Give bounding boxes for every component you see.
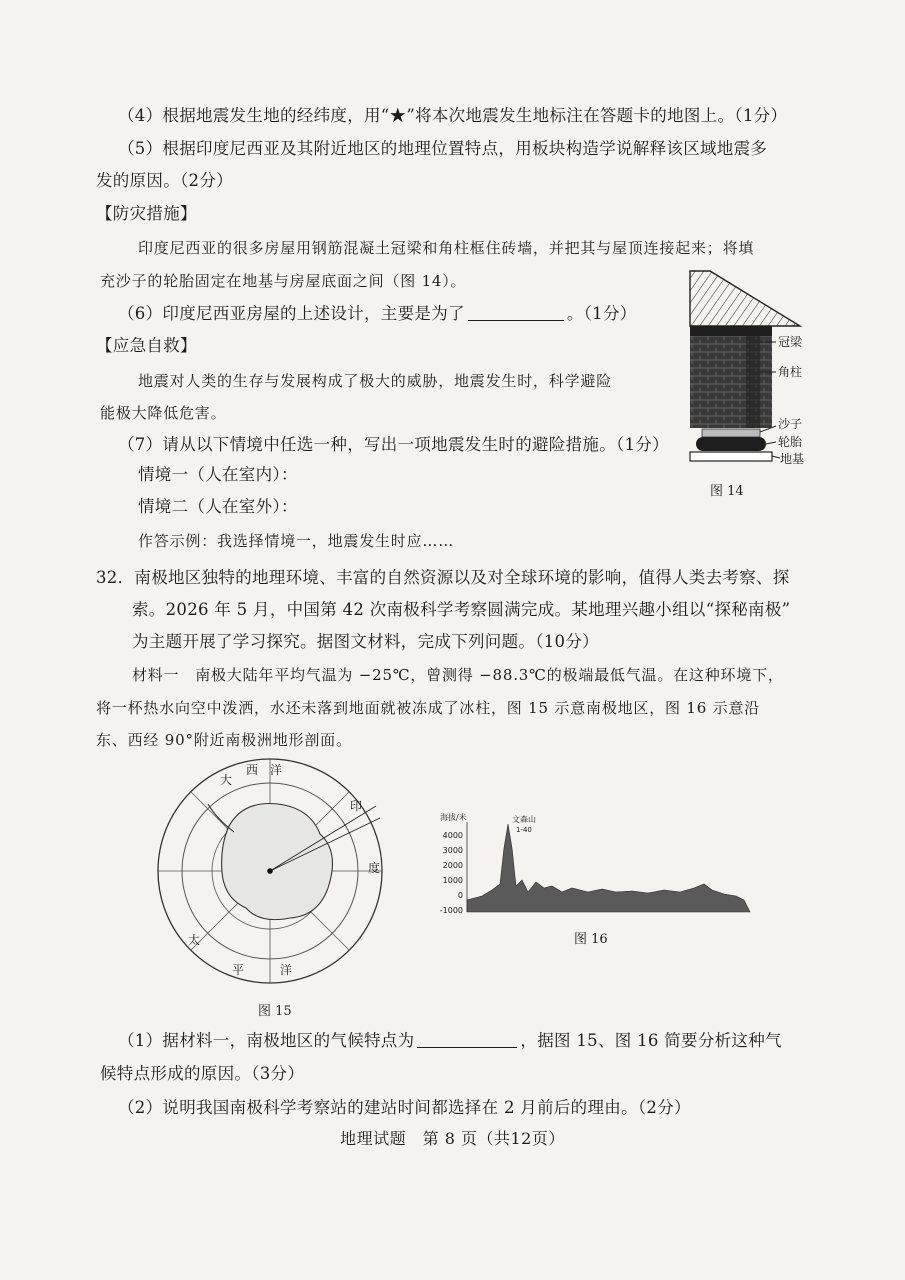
label-corner-column: 角柱 [778,365,803,379]
figure-14-house-diagram [680,268,820,478]
q31-part6-score: 。（1分） [566,304,637,323]
label-tire: 轮胎 [778,435,803,449]
tire [696,437,766,451]
material1-line3: 东、西经 90°附近南极洲地形剖面。 [96,731,352,749]
q32-stem-line3: 为主题开展了学习探究。据图文材料，完成下列问题。（10分） [132,632,599,651]
ocean-label-yin: 印 [350,799,363,813]
q31-part4: （4）根据地震发生地的经纬度，用“★”将本次地震发生地标注在答题卡的地图上。（1分） [118,106,788,125]
label-sand: 沙子 [778,417,803,431]
peak-label: 文森山 [512,815,536,824]
page-footer: 地理试题 第 8 页（共12页） [340,1129,565,1148]
crown-beam [690,326,772,336]
q32-part1-text: （1）据材料一，南极地区的气候特点为 [118,1031,415,1050]
emergency-material-line2: 能极大降低危害。 [100,404,227,422]
label-crown-beam: 冠梁 [778,335,803,349]
prevention-material-line1: 印度尼西亚的很多房屋用钢筋混凝土冠梁和角柱框住砖墙，并把其与屋顶连接起来；将填 [138,239,755,257]
foundation [690,452,772,461]
answer-example: 作答示例：我选择情境一，地震发生时应…… [138,532,455,550]
q31-part5-line1: （5）根据印度尼西亚及其附近地区的地理位置特点，用板块构造学说解释该区域地震多 [118,139,768,158]
roof [690,271,800,326]
material1-line2: 将一杯热水向空中泼洒，水还未落到地面就被冻成了冰柱，图 15 示意南极地区，图 16 示意沿 [96,699,761,717]
scenario-indoor: 情境一（人在室内）： [138,465,298,484]
ocean-label-da: 大 [220,773,233,787]
scenario-outdoor: 情境二（人在室外）： [138,497,298,516]
figure-16-terrain-profile [432,808,762,920]
heading-disaster-prevention: 【防灾措施】 [96,204,197,223]
ocean-label-yang1: 洋 [270,763,283,777]
q32-part1-line1 [118,1030,782,1052]
q32-part2: （2）说明我国南极科学考察站的建站时间都选择在 2 月前后的理由。（2分） [118,1098,691,1117]
ocean-label-du: 度 [368,861,381,875]
prevention-material-line2: 充沙子的轮胎固定在地基与房屋底面之间（图 14）。 [100,272,467,290]
q31-part7: （7）请从以下情境中任选一种，写出一项地震发生时的避险措施。（1分） [118,435,669,454]
q31-part6-text: （6）印度尼西亚房屋的上述设计，主要是为了 [118,304,465,323]
y-tick: 1000 [442,876,463,885]
ocean-label-xi: 西 [246,763,259,777]
y-tick: 3000 [442,846,463,855]
q32-stem-line2: 索。2026 年 5 月，中国第 42 次南极科学考察圆满完成。某地理兴趣小组以“探秘南极” [132,600,791,619]
answer-blank[interactable] [417,1031,517,1048]
heading-emergency: 【应急自救】 [96,336,197,355]
figure-16-caption: 图 16 [574,932,608,947]
q32-stem-line1: 32．南极地区独特的地理环境、丰富的自然资源以及对全球环境的影响，值得人类去考察、探 [96,568,790,587]
y-axis-title: 海拔/米 [440,813,467,822]
q32-part1-text-cont: ，据图 15、图 16 简要分析这种气 [520,1031,782,1050]
y-tick: 2000 [442,861,463,870]
q32-part1-line2: 候特点形成的原因。（3分） [100,1064,305,1083]
q31-part6 [118,303,637,325]
emergency-material-line1: 地震对人类的生存与发展构成了极大的威胁，地震发生时，科学避险 [138,372,613,390]
figure-14-caption: 图 14 [710,484,744,499]
corner-column [746,336,760,428]
material1-line1: 材料一 南极大陆年平均气温为 −25℃，曾测得 −88.3℃的极端最低气温。在这种环境下， [132,666,784,684]
figure-15-caption: 图 15 [258,1004,292,1019]
y-tick: 0 [457,891,463,900]
answer-blank[interactable] [468,304,564,321]
q31-part5-line2: 发的原因。（2分） [96,171,233,190]
ocean-label-ping: 平 [232,963,245,977]
y-tick: 4000 [442,831,463,840]
ocean-label-yang2: 洋 [280,963,293,977]
y-tick: -1000 [439,906,463,915]
terrain-profile-area [467,824,750,912]
figure-15-antarctic-map [150,748,400,998]
sand [702,429,760,437]
peak-value: 1-40 [516,826,532,834]
ocean-label-tai: 太 [188,933,201,947]
label-foundation: 地基 [780,452,805,466]
antarctic-coastline [222,804,333,920]
